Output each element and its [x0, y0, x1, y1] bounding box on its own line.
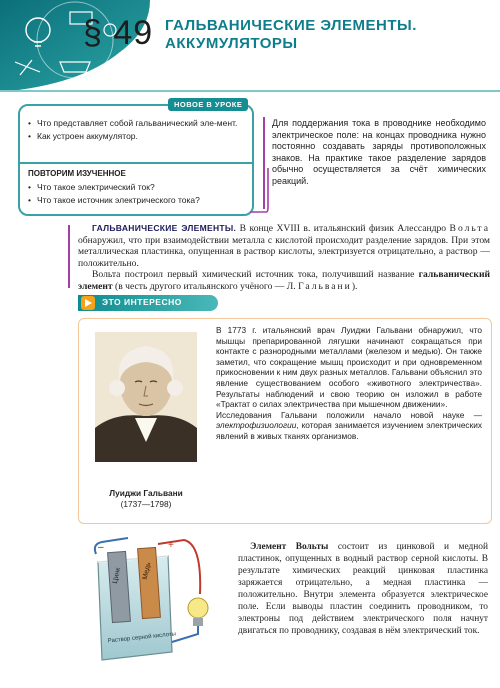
minus-sign: –: [98, 542, 104, 553]
text-run: , которая занимается изучением электрических явлений в живых тканях организмов.: [216, 420, 482, 441]
section-heading: ГАЛЬВАНИЧЕСКИЕ ЭЛЕМЕНТЫ.: [92, 223, 237, 233]
key-term: гальванический элемент: [78, 269, 490, 292]
page-header: [83, 14, 493, 58]
section-title: [165, 17, 417, 53]
caption-name: Луиджи Гальвани: [109, 488, 183, 498]
text-run: В конце XVIII в. итальянский физик Алессандро: [236, 223, 450, 234]
key-term: Элемент Вольты: [250, 542, 329, 552]
title-line-1: ГАЛЬВАНИЧЕСКИЕ ЭЛЕМЕНТЫ.: [165, 17, 417, 34]
text-run: Исследования Гальвани положили начало новой науке —: [216, 409, 482, 420]
repeat-list: [26, 182, 244, 206]
play-arrow-icon: [80, 295, 96, 311]
lesson-divider: [20, 162, 252, 164]
main-text: [78, 223, 490, 293]
interesting-paragraph-2: [216, 410, 482, 442]
text-run: ).: [351, 280, 358, 292]
paragraph-2: [78, 269, 490, 292]
title-line-2: АККУМУЛЯТОРЫ: [165, 35, 298, 52]
lesson-tag: НОВОЕ В УРОКЕ: [168, 98, 248, 111]
interesting-paragraph-1: В 1773 г. итальянский врач Луиджи Гальвани обнаружил, что мышцы препарированной лягушки начинают сокращаться при контакте с разнородными металлами (железом и медью). Он также заметил, что сокращение мышц происходит и при одновременном прикосновении к ним двух разных металлов. Гальвани объяснил это явление существованием особого «животного электричества». Результаты наблюдений и свою теорию он изложил в работе «Трактат о силах электричества при мышечном движении».: [216, 325, 482, 410]
volta-text: [238, 541, 488, 637]
key-term: электрофизиологии: [216, 420, 297, 431]
zinc-label: Цинк: [111, 567, 123, 585]
side-note: Для поддержания тока в проводнике необходимо электрическое поле: на концах проводника нужно постоянно создавать заряды противоположных знаков. На практике такое разделение зарядов обычно осуществляется за счёт химических реакций.: [272, 118, 486, 186]
copper-label: Медь: [141, 561, 153, 581]
acid-label: Раствор серной кислоты: [107, 631, 177, 645]
repeat-item: • Что такое электрический ток?: [26, 182, 244, 193]
galvani-portrait: [95, 332, 197, 462]
lesson-question: • Как устроен аккумулятор.: [26, 131, 244, 142]
interesting-text: [216, 325, 482, 442]
main-text-bar: [68, 225, 70, 288]
header-divider: [0, 90, 500, 92]
lesson-question: • Что представляет собой гальванический эле-мент.: [26, 118, 244, 129]
section-number: § 49: [83, 14, 154, 52]
repeat-item: • Что такое источник электрического тока?: [26, 195, 244, 206]
side-note-bar: [263, 117, 265, 209]
person-name: Вольта: [449, 223, 490, 234]
plus-sign: +: [168, 540, 174, 551]
text-run: Вольта построил первый химический источник тока, получивший название: [92, 269, 419, 281]
volta-cell-illustration: [88, 534, 216, 674]
interesting-label: ЭТО ИНТЕРЕСНО: [102, 297, 182, 307]
repeat-heading: ПОВТОРИМ ИЗУЧЕННОЕ: [28, 169, 126, 178]
caption-years: (1737—1798): [120, 499, 172, 509]
text-run: (в честь другого итальянского учёного — Л.: [112, 280, 299, 292]
portrait-caption: [93, 488, 199, 510]
lesson-box: [18, 104, 254, 216]
person-name: Гальвани: [298, 280, 352, 292]
volta-paragraph: [238, 541, 488, 637]
text-run: состоит из цинковой и медной пластинок, опущенных в водный раствор серной кислоты. В результате химических реакций цинковая пластинка заряжается отрицательно, а медная пластинка — положительно. Внутри элемента образуется электрическое поле. Если выводы пластин соединить проводником, то электроны под действием электрического поля начнут двигаться по проводнику, создавая в нём электрический ток.: [238, 542, 488, 636]
text-run: обнаружил, что при взаимодействии металла с кислотой происходит разделение зарядов. При этом металлическая пластинка, опущенная в раствор кислоты, электризуется отрицательно, а раствор — положительно.: [78, 234, 490, 269]
paragraph-1: [78, 223, 490, 269]
lesson-questions: [26, 118, 244, 142]
